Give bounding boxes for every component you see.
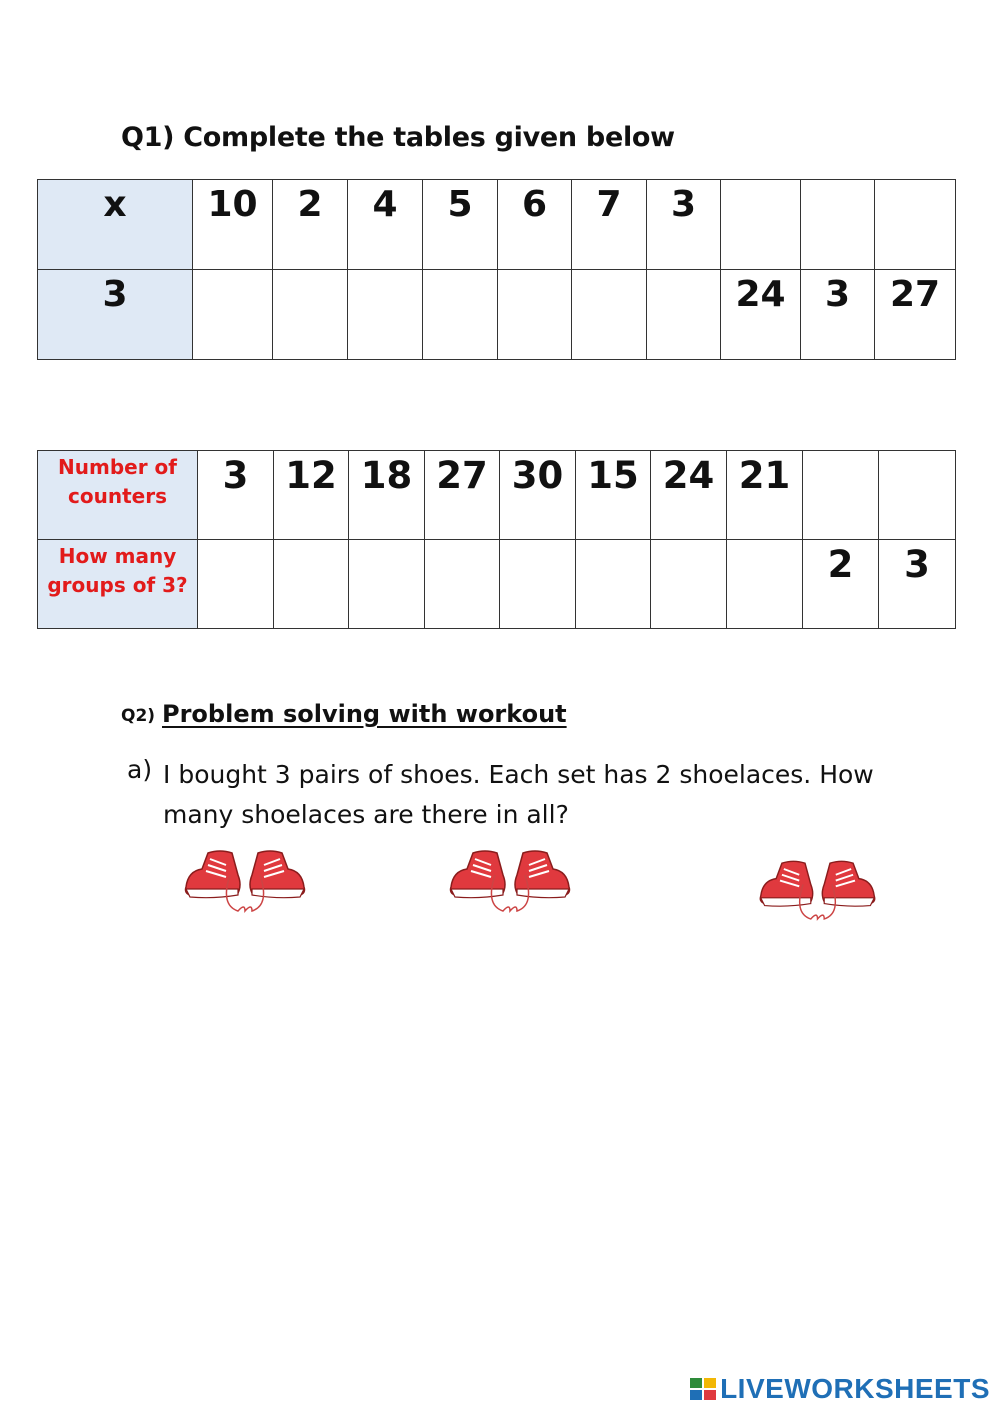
table1-cell: 3 bbox=[647, 180, 721, 270]
table1-cell: 24 bbox=[721, 270, 801, 360]
shoe-left bbox=[186, 851, 241, 898]
table2-answer-cell[interactable] bbox=[274, 540, 349, 629]
shoes-pair-icon bbox=[180, 845, 310, 925]
table1-row-label: x bbox=[38, 180, 193, 270]
q2-label: Q2) bbox=[121, 706, 156, 726]
question-a-marker: a) bbox=[127, 755, 153, 784]
shoe-left bbox=[451, 851, 506, 898]
table1-row-label: 3 bbox=[38, 270, 193, 360]
table2-cell: 21 bbox=[727, 451, 803, 540]
table1-answer-cell[interactable] bbox=[423, 270, 498, 360]
table2-cell: 3 bbox=[879, 540, 956, 629]
table1-cell: 3 bbox=[801, 270, 875, 360]
question-a-text: I bought 3 pairs of shoes. Each set has 2 shoelaces. How many shoelaces are there in all? bbox=[163, 760, 874, 829]
table1-cell: 27 bbox=[875, 270, 956, 360]
table2-cell: 27 bbox=[425, 451, 500, 540]
table2-row-counters bbox=[38, 451, 956, 540]
table2-cell: 24 bbox=[651, 451, 727, 540]
table1-answer-cell[interactable] bbox=[348, 270, 423, 360]
table2-row-label: How many groups of 3? bbox=[38, 540, 198, 629]
table2-answer-cell[interactable] bbox=[576, 540, 651, 629]
table1-answer-cell[interactable] bbox=[721, 180, 801, 270]
table1-answer-cell[interactable] bbox=[875, 180, 956, 270]
liveworksheets-logo[interactable] bbox=[690, 1373, 990, 1405]
table1-row-3 bbox=[38, 270, 956, 360]
table2-answer-cell[interactable] bbox=[349, 540, 425, 629]
table1-cell: 7 bbox=[572, 180, 647, 270]
shoe-left bbox=[760, 861, 812, 906]
multiplication-table bbox=[37, 179, 956, 360]
table2-row-label: Number of counters bbox=[38, 451, 198, 540]
table1-answer-cell[interactable] bbox=[572, 270, 647, 360]
shoes-pair-icon bbox=[755, 855, 880, 933]
table1-row-x bbox=[38, 180, 956, 270]
division-table bbox=[37, 450, 956, 629]
table2-cell: 15 bbox=[576, 451, 651, 540]
table1-answer-cell[interactable] bbox=[647, 270, 721, 360]
table1-cell: 5 bbox=[423, 180, 498, 270]
table1-answer-cell[interactable] bbox=[273, 270, 348, 360]
table1-cell: 4 bbox=[348, 180, 423, 270]
q2-title: Problem solving with workout bbox=[162, 700, 567, 728]
table1-cell: 10 bbox=[193, 180, 273, 270]
table2-cell: 2 bbox=[803, 540, 879, 629]
table2-cell: 12 bbox=[274, 451, 349, 540]
table2-answer-cell[interactable] bbox=[425, 540, 500, 629]
table2-answer-cell[interactable] bbox=[727, 540, 803, 629]
shoe-right bbox=[515, 851, 570, 898]
table2-answer-cell[interactable] bbox=[803, 451, 879, 540]
table2-cell: 18 bbox=[349, 451, 425, 540]
table2-answer-cell[interactable] bbox=[198, 540, 274, 629]
q1-title: Q1) Complete the tables given below bbox=[121, 122, 675, 153]
shoe-right bbox=[822, 861, 874, 906]
table2-cell: 3 bbox=[198, 451, 274, 540]
table2-answer-cell[interactable] bbox=[879, 451, 956, 540]
table1-answer-cell[interactable] bbox=[193, 270, 273, 360]
table2-cell: 30 bbox=[500, 451, 576, 540]
table2-answer-cell[interactable] bbox=[500, 540, 576, 629]
liveworksheets-logo-text: LIVEWORKSHEETS bbox=[720, 1373, 990, 1404]
table1-answer-cell[interactable] bbox=[498, 270, 572, 360]
table1-cell: 2 bbox=[273, 180, 348, 270]
table1-cell: 6 bbox=[498, 180, 572, 270]
table2-row-groups bbox=[38, 540, 956, 629]
table1-answer-cell[interactable] bbox=[801, 180, 875, 270]
liveworksheets-logo-icon bbox=[690, 1378, 716, 1400]
shoes-pair-icon bbox=[445, 845, 575, 925]
table2-answer-cell[interactable] bbox=[651, 540, 727, 629]
shoe-right bbox=[250, 851, 305, 898]
